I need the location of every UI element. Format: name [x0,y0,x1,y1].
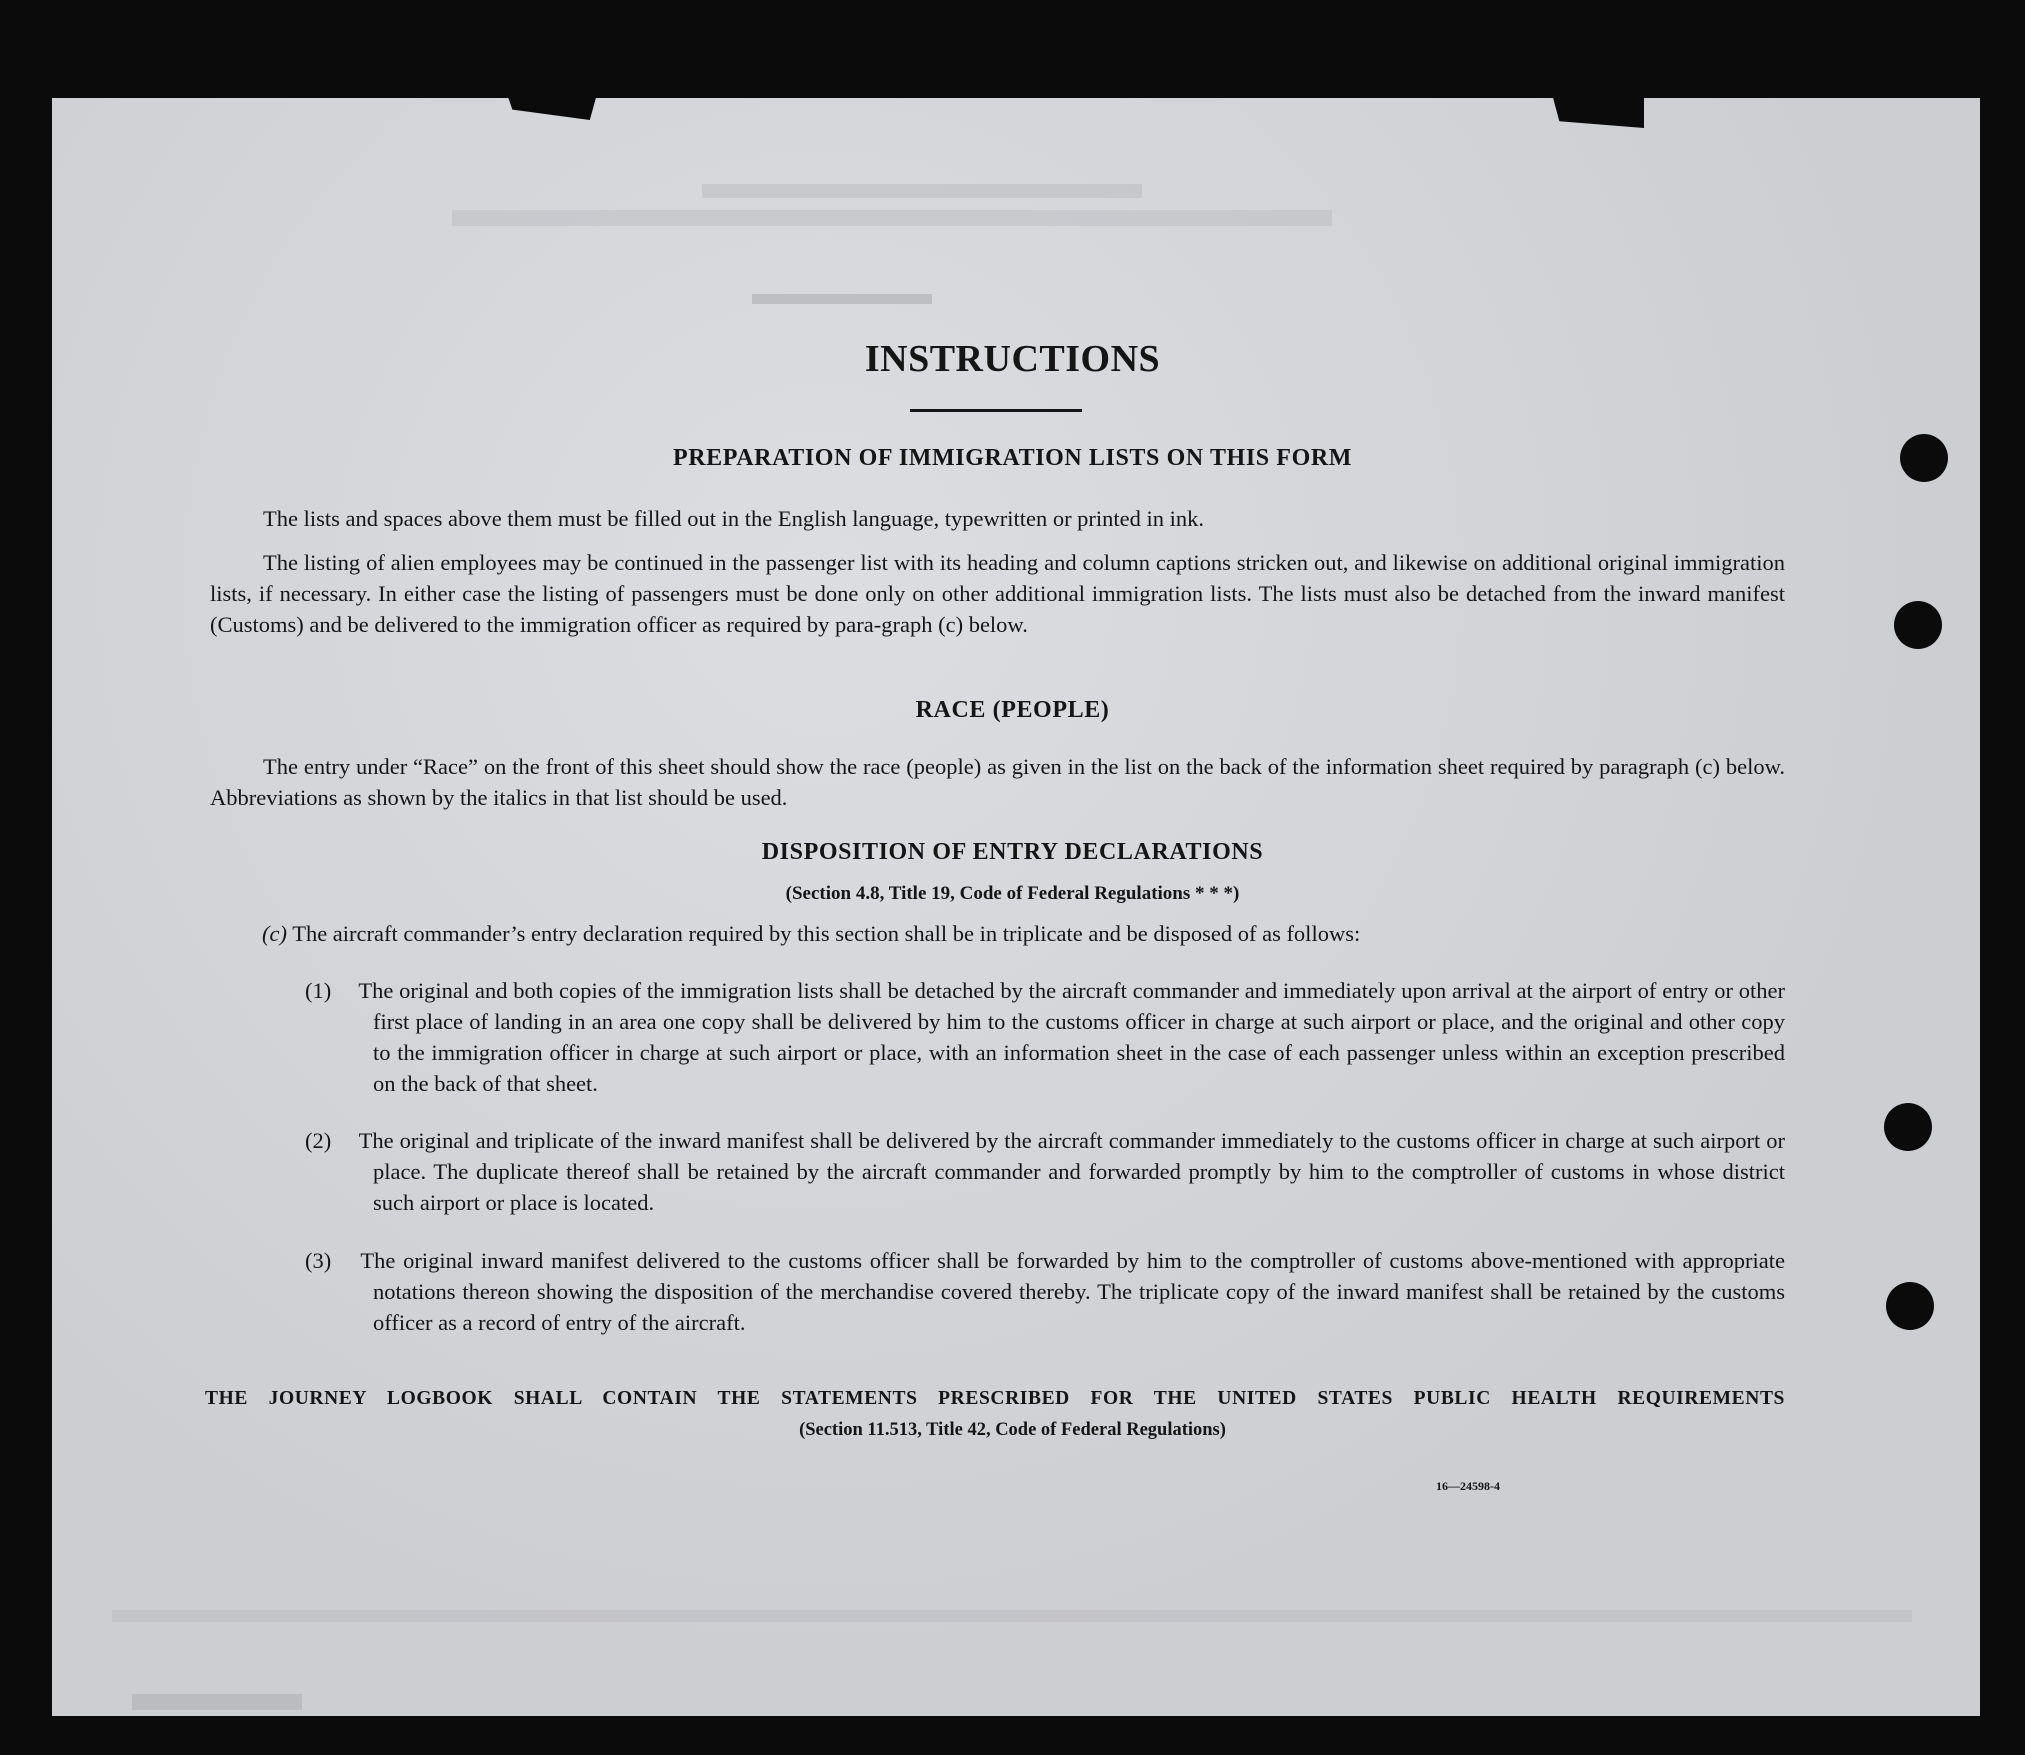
list-item-number: (2) [305,1128,332,1153]
paragraph-preparation-1: The lists and spaces above them must be filled out in the English language, typewritten or printed in ink. [263,506,1205,531]
heading-disposition: DISPOSITION OF ENTRY DECLARATIONS [761,839,1264,865]
list-item-1 [305,975,1785,1099]
footer-reference: (Section 11.513, Title 42, Code of Federal Regulations) [799,1420,1226,1440]
page-title: INSTRUCTIONS [864,338,1161,380]
list-item-text: The original inward manifest delivered to the customs officer shall be forwarded by him to the comptroller of customs above-mentioned with appropriate notations thereon showing the disposition of the merchandise covered thereby. The triplicate copy of the inward manifest shall be retained by the customs officer as a record of entry of the aircraft. [360,1248,1785,1335]
paragraph-race: The entry under “Race” on the front of this sheet should show the race (people) as given in the list on the back of the information sheet required by paragraph (c) below. Abbreviations as shown by the italics in that list should be used. [210,754,1785,810]
list-item-number: (3) [305,1248,332,1273]
title-underline [910,409,1082,412]
list-item-text: The original and triplicate of the inward manifest shall be delivered by the aircraft commander immediately to the customs officer in charge at such airport or place. The duplicate thereof shall be retained by the aircraft commander and forwarded promptly by him to the comptroller of customs in whose district such airport or place is located. [358,1128,1785,1215]
form-number: 16—24598-4 [1436,1479,1500,1493]
list-item-text: The original and both copies of the immigration lists shall be detached by the aircraft commander and immediately upon arrival at the airport of entry or other first place of landing in an area one copy shall be delivered by him to the customs officer in charge at such airport or place, and the original and other copy to the immigration officer in charge at such airport or place, with an information sheet in the case of each passenger unless within an exception prescribed on the back of that sheet. [358,978,1786,1096]
footer-statement: THE JOURNEY LOGBOOK SHALL CONTAIN THE STATEMENTS PRESCRIBED FOR THE UNITED STATES PUBLIC HEALTH REQUIREMENTS [205,1388,1785,1409]
heading-preparation: PREPARATION OF IMMIGRATION LISTS ON THIS FORM [672,445,1353,471]
clause-c [262,918,1785,949]
clause-c-text: The aircraft commander’s entry declaration required by this section shall be in triplicate and be disposed of as follows: [292,921,1361,946]
heading-race: RACE (PEOPLE) [915,697,1110,723]
list-item-3 [305,1245,1785,1338]
paragraph-preparation-2: The listing of alien employees may be continued in the passenger list with its heading and column captions stricken out, and likewise on additional original immigration lists, if necessary. In either case the listing of passengers must be done only on other additional immigration lists. The lists must also be detached from the inward manifest (Customs) and be delivered to the immigration officer as required by para-graph (c) below. [210,550,1785,637]
disposition-reference: (Section 4.8, Title 19, Code of Federal Regulations * * *) [785,883,1240,904]
clause-c-label: (c) [262,921,287,946]
list-item-2 [305,1125,1785,1218]
list-item-number: (1) [305,978,332,1003]
